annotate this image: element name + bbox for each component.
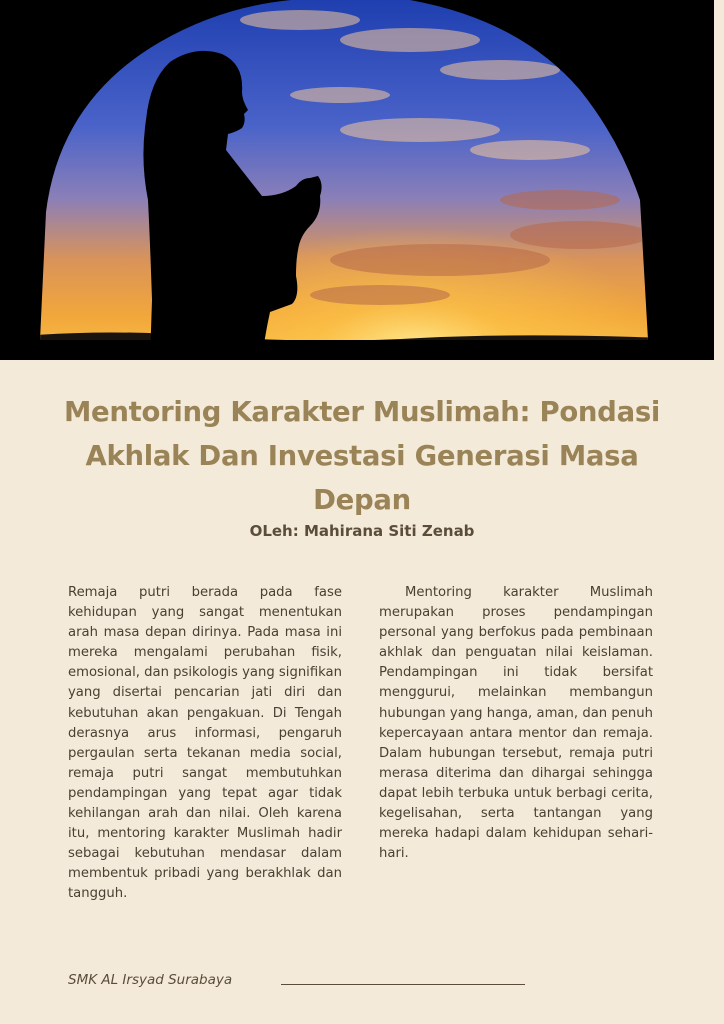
author-byline: OLeh: Mahirana Siti Zenab <box>249 522 475 540</box>
body-column-left: Remaja putri berada pada fase kehidupan yang sangat menentukan arah masa depan dirinya. Pada masa ini mereka mengalami perubahan fisik, emosional, dan psikologis yang signifikan yang disertai pencarian jati diri dan kebutuhan akan pengakuan. Di Tengah derasnya arus informasi, pengaruh pergaulan serta tekanan media social, remaja putri sangat membutuhkan pendampingan yang tepat agar tidak kehilangan arah dan nilai. Oleh karena itu, mentoring karakter Muslimah hadir sebagai kebutuhan mendasar dalam membentuk pribadi yang berakhlak dan tangguh. <box>68 585 342 902</box>
body-column-right: Mentoring karakter Muslimah merupakan proses pendampingan personal yang berfokus pada pembinaan akhlak dan penguatan nilai keislaman. Pendampingan ini tidak bersifat menggurui, melainkan membangun hubungan yang hanga, aman, dan penuh kepercayaan antara mentor dan remaja. Dalam hubungan tersebut, remaja putri merasa diterima dan dihargai sehingga dapat lebih terbuka untuk berbagi cerita, kegelisahan, serta tantangan yang mereka hadapi dalam kehidupan sehari-hari. <box>379 585 653 862</box>
footer-school-name: SMK AL Irsyad Surabaya <box>68 972 233 988</box>
article-title: Mentoring Karakter Muslimah: Pondasi Akhlak Dan Investasi Generasi Masa Depan <box>63 396 661 516</box>
footer-divider <box>281 984 525 985</box>
hero-image <box>0 0 714 360</box>
